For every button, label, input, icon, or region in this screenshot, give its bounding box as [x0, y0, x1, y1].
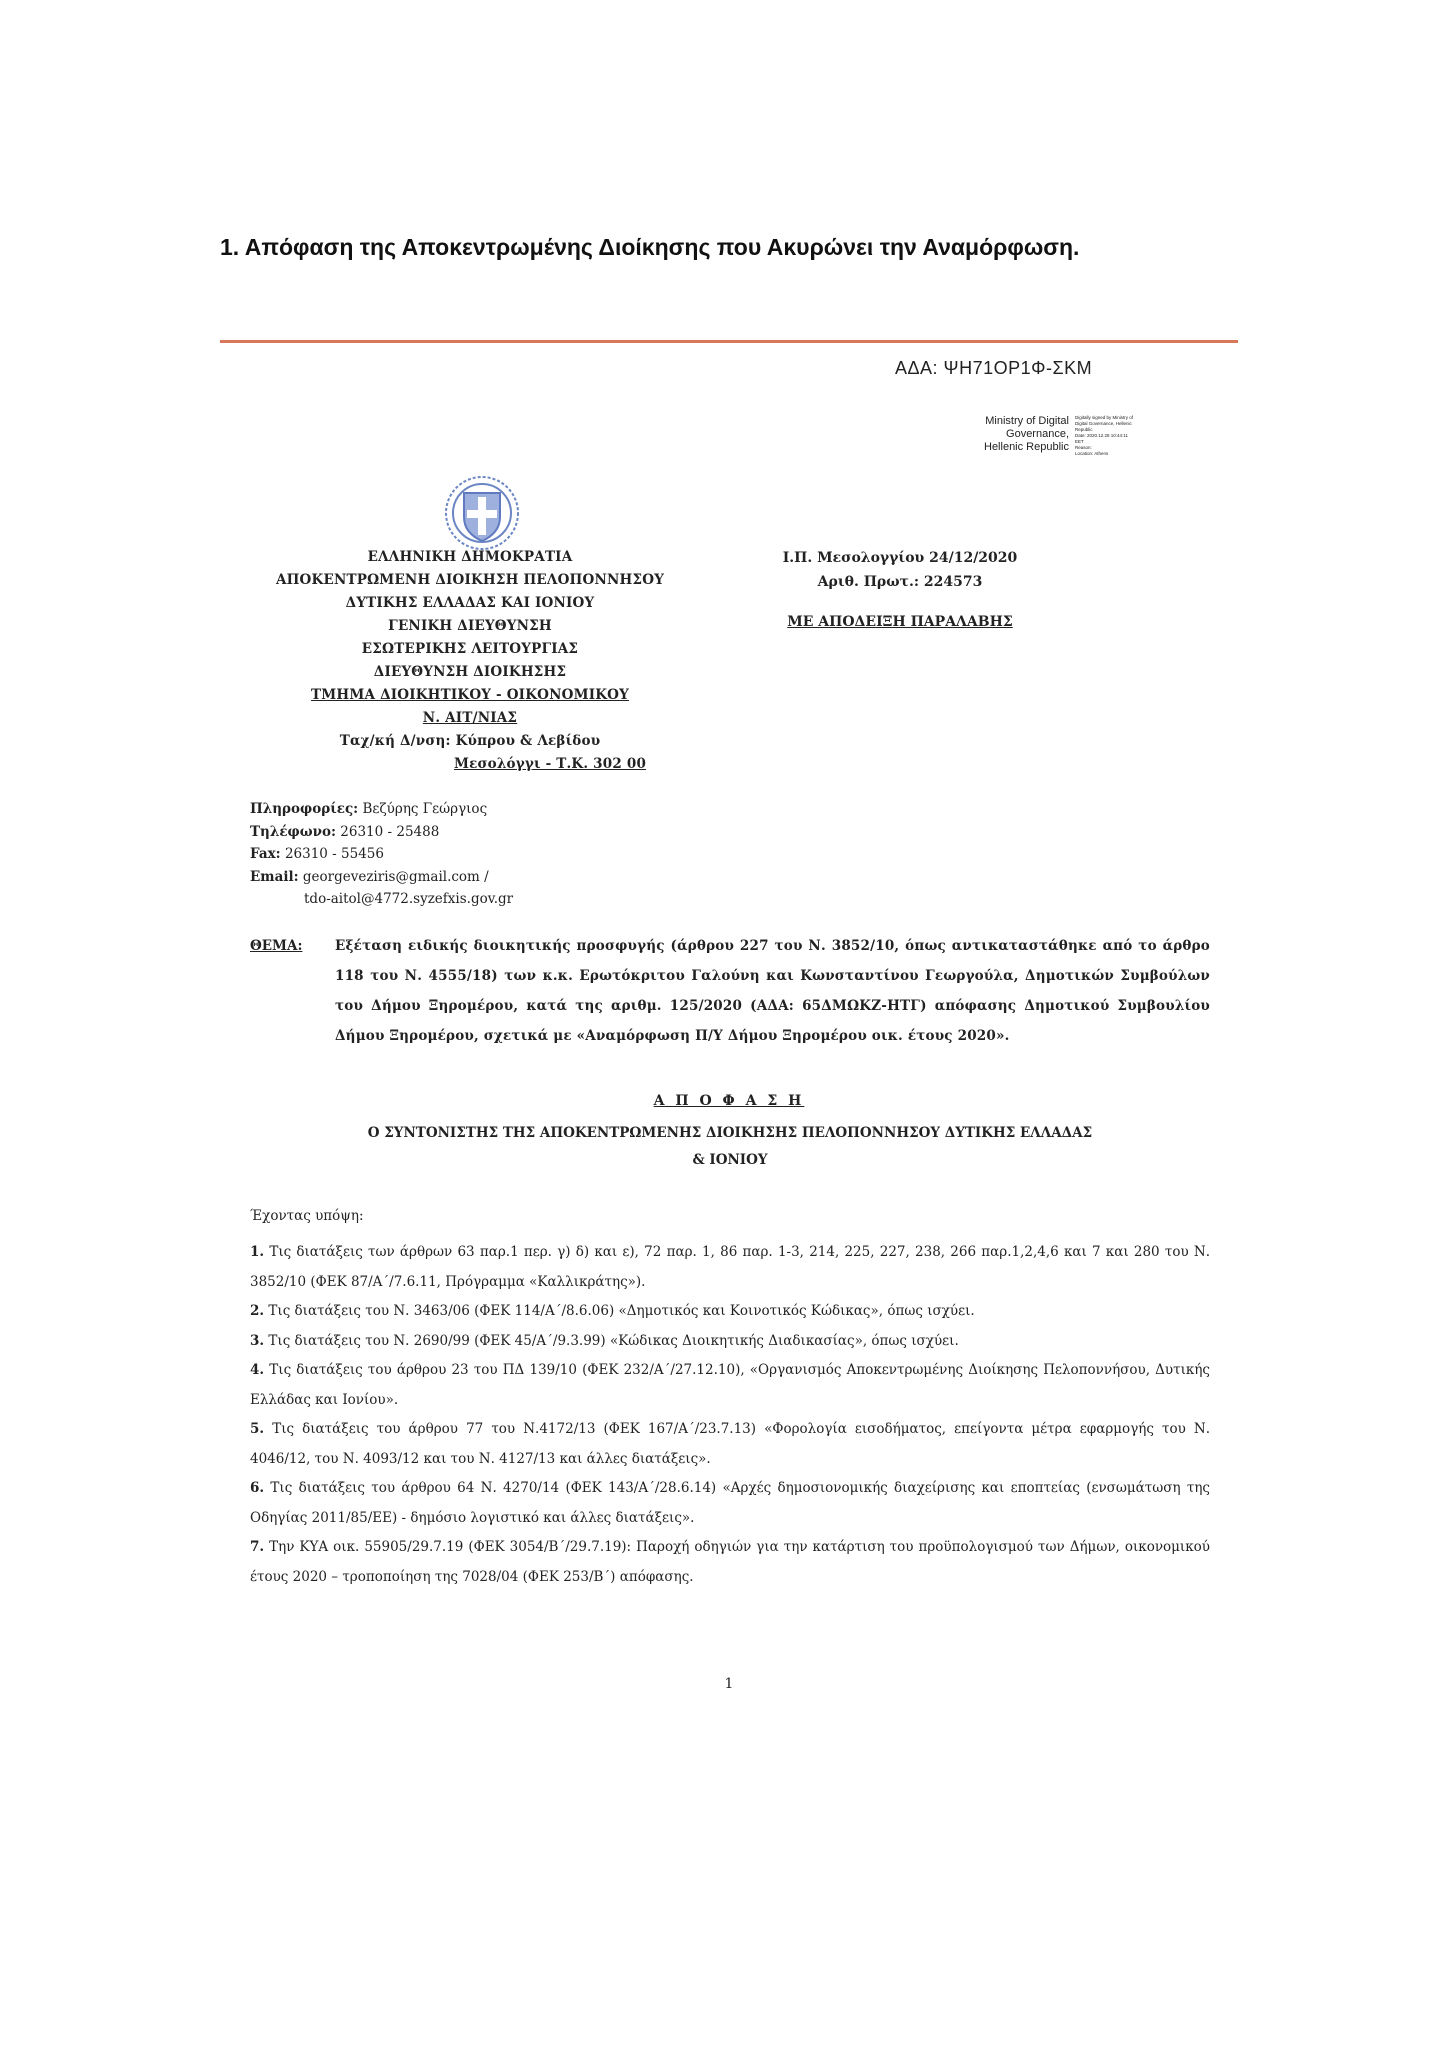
city-postcode: Μεσολόγγι - Τ.Κ. 302 00: [453, 756, 647, 772]
decision-title: Α Π Ο Φ Α Σ Η: [653, 1093, 805, 1109]
list-item: 7. Την ΚΥΑ οικ. 55905/29.7.19 (ΦΕΚ 3054/Β΄/29.7.19): Παροχή οδηγιών για την κατάρτιση του προϋπολογισμού των Δήμων, οικονομικού έτους 2020 – τροποποίηση της 7028/04 (ΦΕΚ 253/Β΄) απόφασης.: [250, 1539, 1210, 1585]
issuing-authority: ΕΛΛΗΝΙΚΗ ΔΗΜΟΚΡΑΤΙΑ ΑΠΟΚΕΝΤΡΩΜΕΝΗ ΔΙΟΙΚΗΣΗ ΠΕΛΟΠΟΝΝΗΣΟΥ ΔΥΤΙΚΗΣ ΕΛΛΑΔΑΣ ΚΑΙ ΙΟΝΙΟΥ ΓΕΝΙΚΗ ΔΙΕΥΘΥΝΣΗ ΕΣΩΤΕΡΙΚΗΣ ΛΕΙΤΟΥΡΓΙΑΣ ΔΙΕΥΘΥΝΣΗ ΔΙΟΙΚΗΣΗΣ ΤΜΗΜΑ ΔΙΟΙΚΗΤΙΚΟΥ - ΟΙΚΟΝΟΜΙΚΟΥ Ν. ΑΙΤ/ΝΙΑΣ Ταχ/κή Δ/νση: Κύπρου & Λεβίδου Μεσολόγγι - Τ.Κ. 302 00: [220, 546, 720, 776]
contact-info: Πληροφορίες: Βεζύρης Γεώργιος Τηλέφωνο: 26310 - 25488 Fax: 26310 - 55456 Email: georgeveziris@gmail.com / tdo-aitol@4772.syzefxis.gov.gr: [250, 801, 514, 907]
ada-code: ΑΔΑ: ΨΗ71ΟΡ1Φ-ΣΚΜ: [895, 358, 1093, 378]
receipt-note: ΜΕ ΑΠΟΔΕΙΞΗ ΠΑΡΑΛΑΒΗΣ: [787, 614, 1013, 630]
greek-coat-of-arms-icon: [440, 471, 524, 555]
page-heading: 1. Απόφαση της Αποκεντρωμένης Διοίκησης που Ακυρώνει την Αναμόρφωση.: [220, 234, 1080, 260]
list-item: 5. Τις διατάξεις του άρθρου 77 του Ν.4172/13 (ΦΕΚ 167/Α΄/23.7.13) «Φορολογία εισοδήματος, επείγοντα μέτρα εφαρμογής του Ν. 4046/12, του Ν. 4093/12 και του Ν. 4127/13 και άλλες διατάξεις».: [250, 1421, 1210, 1467]
list-item: 2. Τις διατάξεις του Ν. 3463/06 (ΦΕΚ 114/Α΄/8.6.06) «Δημοτικός και Κοινοτικός Κώδικας», όπως ισχύει.: [250, 1303, 975, 1319]
list-item: 6. Τις διατάξεις του άρθρου 64 Ν. 4270/14 (ΦΕΚ 143/Α΄/28.6.14) «Αρχές δημοσιονομικής διαχείρισης και εποπτείας (ενσωμάτωση της Οδηγίας 2011/85/ΕΕ) - δημόσιο λογιστικό και άλλες διατάξεις».: [250, 1480, 1210, 1526]
place-date: Ι.Π. Μεσολογγίου 24/12/2020: [782, 550, 1018, 566]
considering-label: Έχοντας υπόψη:: [250, 1208, 364, 1224]
list-item: 4. Τις διατάξεις του άρθρου 23 του ΠΔ 139/10 (ΦΕΚ 232/Α΄/27.12.10), «Οργανισμός Αποκεντρωμένης Διοίκησης Πελοποννήσου, Δυτικής Ελλάδας και Ιονίου».: [250, 1362, 1210, 1408]
digital-signature: [984, 415, 1153, 457]
postal-address: Ταχ/κή Δ/νση: Κύπρου & Λεβίδου: [339, 733, 601, 749]
list-item: 1. Τις διατάξεις των άρθρων 63 παρ.1 περ. γ) δ) και ε), 72 παρ. 1, 86 παρ. 1-3, 214, 225, 227, 238, 266 παρ.1,2,4,6 και 7 και 280 του Ν. 3852/10 (ΦΕΚ 87/Α΄/7.6.11, Πρόγραμμα «Καλλικράτης»).: [250, 1244, 1210, 1290]
list-item: 3. Τις διατάξεις του Ν. 2690/99 (ΦΕΚ 45/Α΄/9.3.99) «Κώδικας Διοικητικής Διαδικασίας», όπως ισχύει.: [250, 1332, 959, 1349]
subject-text: Εξέταση ειδικής διοικητικής προσφυγής (άρθρου 227 του Ν. 3852/10, όπως αντικαταστάθηκε από το άρθρο 118 του Ν. 4555/18) των κ.κ. Ερωτόκριτου Γαλούνη και Κωνσταντίνου Γεωργούλα, Δημοτικών Συμβούλων του Δήμου Ξηρομέρου, κατά της αριθμ. 125/2020 (ΑΔΑ: 65ΔΜΩΚΖ-ΗΤΓ) απόφασης Δημοτικού Συμβουλίου Δήμου Ξηρομέρου, σχετικά με «Αναμόρφωση Π/Υ Δήμου Ξηρομέρου οικ. έτους 2020».: [335, 938, 1210, 1044]
coordinator-title: Ο ΣΥΝΤΟΝΙΣΤΗΣ ΤΗΣ ΑΠΟΚΕΝΤΡΩΜΕΝΗΣ ΔΙΟΙΚΗΣΗΣ ΠΕΛΟΠΟΝΝΗΣΟΥ ΔΥΤΙΚΗΣ ΕΛΛΑΔΑΣ & ΙΟΝΙΟΥ: [367, 1125, 1093, 1168]
protocol-number: Αριθ. Πρωτ.: 224573: [817, 574, 983, 590]
page-number: 1: [724, 1676, 734, 1692]
legal-basis-list: [250, 1238, 1210, 1592]
place-date-protocol: [760, 546, 1040, 594]
subject-block: [250, 931, 1210, 1051]
signature-issuer: Ministry of Digital Governance, Hellenic Republic: [984, 415, 1069, 453]
subject-label: ΘΕΜΑ:: [250, 938, 303, 954]
signature-details: Digitally signed by Ministry of Digital Governance, Hellenic Republic Date: 2020.12.28 10:44:11 EET Reason: Location: Athens: [1075, 415, 1134, 456]
scanned-document: [220, 343, 1238, 1713]
